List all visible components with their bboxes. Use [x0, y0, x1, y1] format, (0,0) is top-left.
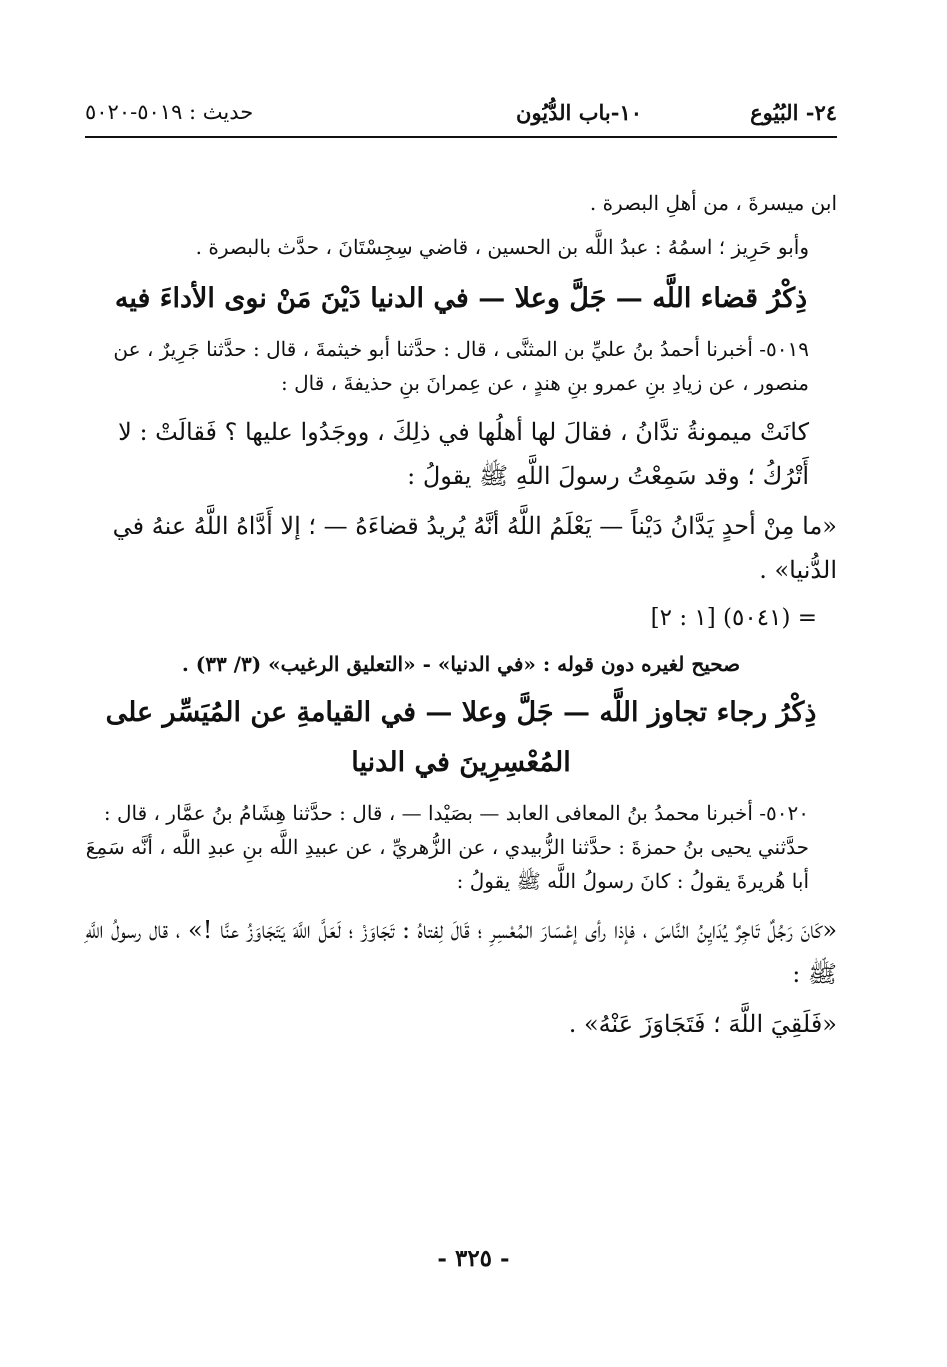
page-number: - ٣٢٥ -: [437, 1245, 510, 1272]
hadith-5020-text: «كَانَ رَجُلٌ تَاجِرٌ يُدَايِنُ النَّاسَ ، فإذا رأى إعْسَارَ المُعْسِرِ ؛ قَالَ لِفتاهُ : تَجَاوَزْ ؛ لَعَلَّ اللَّهَ يَتَجَاوَزُ عنَّا !» ، قال رسولُ اللَّهِ ﷺ :: [85, 916, 837, 988]
hadith-5020-quote: «فَلَقِيَ اللَّهَ ؛ فَتَجَاوَزَ عَنْهُ» .: [568, 1010, 837, 1038]
page-body: [85, 186, 837, 1052]
book-title: ٢٤- البُيُوع: [750, 100, 837, 125]
chapter-title: ١٠-باب الدُّيُون: [516, 100, 642, 125]
hadith-5019-reference: = (٥٠٤١) [١ : ٢]: [650, 605, 817, 631]
section-heading-1: ذِكْرُ قضاء اللَّه — جَلَّ وعلا — في الدنيا دَيْنَ مَنْ نوى الأداءَ فيه: [114, 283, 808, 314]
section-heading-2: ذِكْرُ رجاء تجاوز اللَّه — جَلَّ وعلا — في القيامةِ عن المُيَسِّر على المُعْسِرِينَ في الدنيا: [105, 697, 817, 778]
hadith-5019-text: كانَتْ ميمونةُ تدَّانُ ، فقالَ لها أهلُها في ذلِكَ ، ووجَدُوا عليها ؟ فَقالَتْ : لا أَتْرُكُ ؛ وقد سَمِعْتُ رسولَ اللَّهِ ﷺ يقولُ :: [118, 418, 809, 490]
hadith-5019-isnad: ٥٠١٩- أخبرنا أحمدُ بنُ عليِّ بن المثنَّى ، قال : حدَّثنا أبو خيثمةَ ، قال : حدَّثنا جَرِيرٌ ، عن منصور ، عن زيادِ بنِ عمرو بنِ هندٍ ، عن عِمرانَ بنِ حذيفةَ ، قال :: [113, 337, 809, 395]
header-rule: [85, 136, 837, 138]
footnote-line-2: وأبو حَرِيز ؛ اسمُهُ : عبدُ اللَّه بن الحسين ، قاضي سِجِسْتَانَ ، حدَّث بالبصرة .: [195, 235, 809, 259]
footnote-line-1: ابن ميسرةَ ، من أهلِ البصرة .: [589, 191, 837, 215]
hadith-5020-isnad: ٥٠٢٠- أخبرنا محمدُ بنُ المعافى العابد — بصَيْدا — ، قال : حدَّثنا هِشَامُ بنُ عمَّار ، قال : حدَّثني يحيى بنُ حمزةَ : حدَّثنا الزُّبيدي ، عن الزُّهريِّ ، عن عبيدِ اللَّه بنِ عبدِ اللَّه ، أنَّه سَمِعَ أبا هُريرةَ يقولُ : كانَ رسولُ اللَّه ﷺ يقولُ :: [85, 801, 809, 893]
hadith-5019-quote: «ما مِنْ أحدٍ يَدَّانُ دَيْناً — يَعْلَمُ اللَّهُ أنَّهُ يُريدُ قضاءَهُ — ؛ إلا أَدَّاهُ اللَّهُ عنهُ في الدُّنيا» .: [112, 512, 837, 584]
hadith-range: حديث : ٥٠١٩-٥٠٢٠: [85, 100, 254, 124]
running-header: [85, 100, 837, 132]
hadith-5019-grading: صحيح لغيره دون قوله : «في الدنيا» - «التعليق الرغيب» (٣/ ٣٣) .: [181, 652, 741, 676]
